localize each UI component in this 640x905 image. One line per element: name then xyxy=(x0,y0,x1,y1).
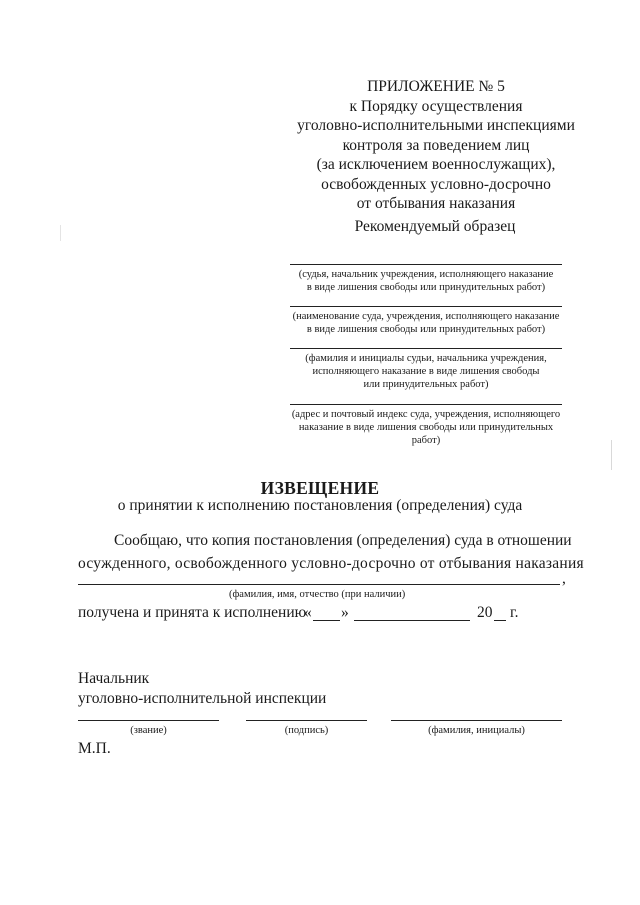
scan-artifact xyxy=(611,440,612,470)
month-line[interactable] xyxy=(354,620,470,621)
quote-open: « xyxy=(304,604,312,621)
name-comma: , xyxy=(562,570,566,587)
body-line-2: осужденного, освобожденного условно-досрочно от отбывания наказания xyxy=(78,555,584,572)
field-caption: (судья, начальник учреждения, исполняющего наказание в виде лишения свободы или принудительных работ) xyxy=(298,269,554,293)
fill-in-line[interactable] xyxy=(290,348,562,349)
received-text: получена и принята к исполнению xyxy=(78,604,307,621)
appendix-line: уголовно-исполнительными инспекциями xyxy=(297,117,575,134)
recipient-field-court-name xyxy=(290,306,562,336)
fill-in-line[interactable] xyxy=(290,264,562,265)
fullname-line[interactable] xyxy=(391,720,562,721)
appendix-line: от отбывания наказания xyxy=(356,195,516,212)
rank-caption: (звание) xyxy=(130,725,167,736)
appendix-line: контроля за поведением лиц xyxy=(342,136,530,154)
quote-close: » xyxy=(341,604,349,621)
field-caption: (адрес и почтовый индекс суда, учреждения, исполняющего наказание в виде лишения свободы или принудительных работ) xyxy=(291,409,561,446)
year-line[interactable] xyxy=(494,620,506,621)
sample-label: Рекомендуемый образец xyxy=(354,218,516,235)
notice-subtitle: о принятии к исполнению постановления (определения) суда xyxy=(117,497,523,514)
recipient-field-address xyxy=(290,404,562,447)
field-caption: (фамилия и инициалы судьи, начальника учреждения, исполняющего наказание в виде лишения свободы или принудительных работ) xyxy=(305,353,547,390)
notice-title: ИЗВЕЩЕНИЕ xyxy=(260,478,380,498)
body-line-1: Сообщаю, что копия постановления (определения) суда в отношении xyxy=(114,532,572,549)
recipient-field-judge xyxy=(290,264,562,294)
fill-in-line[interactable] xyxy=(290,306,562,307)
signatory-title: Начальник xyxy=(78,670,150,687)
day-line[interactable] xyxy=(313,620,340,621)
fill-in-line[interactable] xyxy=(290,404,562,405)
convict-name-line[interactable] xyxy=(78,584,560,585)
appendix-number: ПРИЛОЖЕНИЕ № 5 xyxy=(367,78,505,95)
appendix-line: освобожденных условно-досрочно xyxy=(321,175,551,193)
convict-name-caption: (фамилия, имя, отчество (при наличии) xyxy=(229,589,406,600)
year-suffix: г. xyxy=(510,604,519,621)
appendix-line: к Порядку осуществления xyxy=(349,97,523,115)
appendix-line: (за исключением военнослужащих), xyxy=(316,156,556,173)
recipient-field-fullname xyxy=(290,348,562,391)
scan-artifact xyxy=(60,225,61,241)
year-prefix: 20 xyxy=(477,604,493,621)
appendix-header xyxy=(286,77,586,214)
field-caption: (наименование суда, учреждения, исполняющего наказание в виде лишения свободы или принудительных работ) xyxy=(292,311,560,335)
stamp-label: М.П. xyxy=(78,740,111,757)
initials-caption: (фамилия, инициалы) xyxy=(428,725,525,736)
signatory-department: уголовно-исполнительной инспекции xyxy=(78,690,327,707)
sign-caption: (подпись) xyxy=(284,725,329,736)
signature-line[interactable] xyxy=(246,720,367,721)
rank-line[interactable] xyxy=(78,720,219,721)
